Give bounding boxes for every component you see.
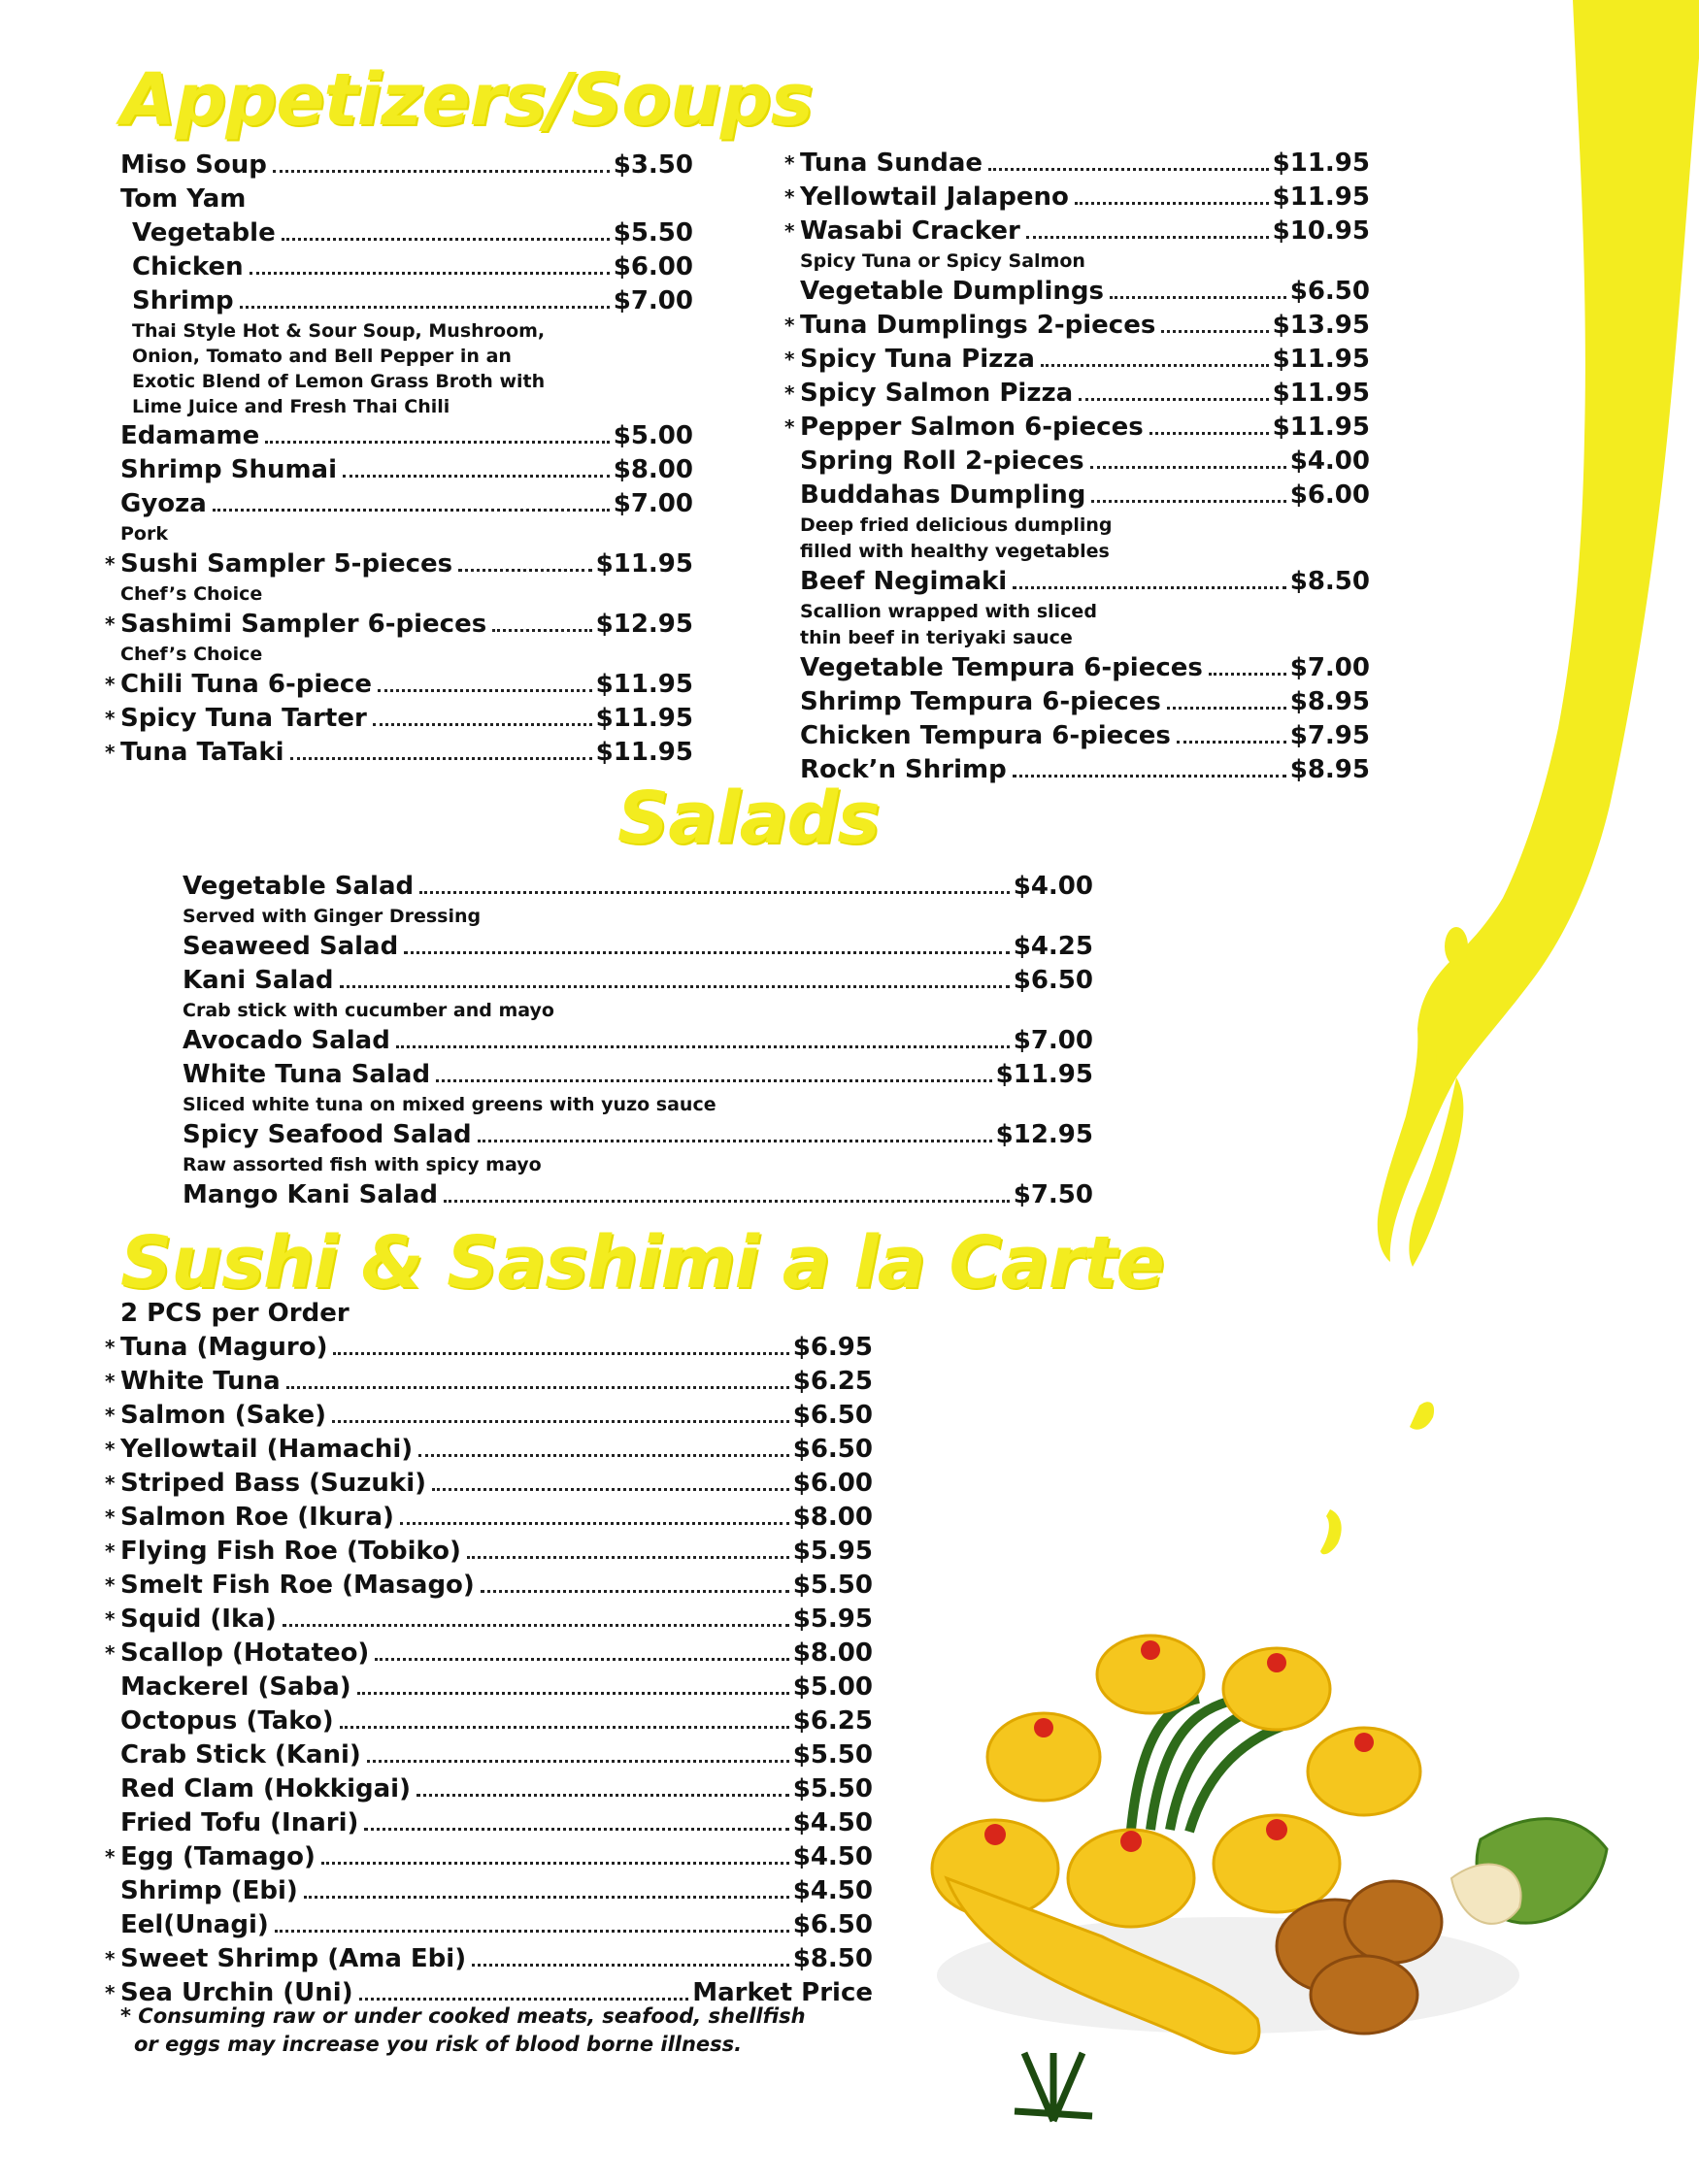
raw-item-asterisk: *: [105, 1539, 116, 1563]
dot-leader: [1026, 236, 1269, 239]
item-name: Tuna Sundae: [800, 149, 983, 178]
item-price: $11.95: [595, 704, 693, 733]
dot-leader: [373, 723, 592, 726]
dot-leader: [283, 1624, 789, 1627]
item-name: Tom Yam: [120, 184, 247, 214]
item-price: $11.95: [1272, 149, 1370, 178]
dot-leader: [1075, 202, 1269, 205]
dot-leader: [1013, 586, 1286, 589]
menu-item-octopus-tako: [120, 1704, 873, 1738]
dot-leader: [304, 1896, 789, 1899]
item-name: Octopus (Tako): [120, 1706, 334, 1736]
dot-leader: [481, 1590, 789, 1593]
item-price: $5.50: [792, 1571, 873, 1600]
item-price: $8.00: [613, 455, 693, 484]
item-price: $12.95: [995, 1120, 1093, 1149]
item-name: Striped Bass (Suzuki): [120, 1469, 427, 1498]
raw-item-asterisk: *: [784, 219, 795, 243]
raw-item-asterisk: *: [784, 314, 795, 337]
menu-item-squid-ika: [105, 1603, 873, 1637]
sushi-sashimi-list: [105, 1297, 873, 2010]
item-price: $6.25: [792, 1367, 873, 1396]
item-price: $4.00: [1013, 872, 1093, 901]
item-price: $8.50: [792, 1944, 873, 1973]
item-description: Chef’s Choice: [120, 644, 263, 665]
item-description: Pork: [120, 523, 168, 545]
item-price: $4.00: [1289, 447, 1370, 476]
item-name: Rock’n Shrimp: [800, 755, 1007, 784]
menu-item-fried-tofu-inari: [120, 1806, 873, 1840]
dot-leader: [1041, 364, 1269, 367]
item-description: Exotic Blend of Lemon Grass Broth with: [132, 371, 546, 392]
item-name: Spring Roll 2-pieces: [800, 447, 1084, 476]
item-name: Crab Stick (Kani): [120, 1740, 361, 1770]
dot-leader: [250, 272, 610, 275]
item-price: $8.00: [792, 1503, 873, 1532]
sushi-rolls-photo: [908, 1587, 1646, 2131]
item-name: Yellowtail (Hamachi): [120, 1435, 414, 1464]
menu-item-white-tuna: [105, 1365, 873, 1399]
item-price: $6.50: [1289, 277, 1370, 306]
menu-item-sashimi-sampler-6-pieces: [105, 608, 693, 642]
item-name: Red Clam (Hokkigai): [120, 1774, 411, 1803]
raw-item-asterisk: *: [105, 1947, 116, 1970]
dot-leader: [444, 1200, 1010, 1203]
item-name: Chili Tuna 6-piece: [120, 670, 372, 699]
menu-item-spicy-tuna-tarter: [105, 702, 693, 736]
item-name: Vegetable Tempura 6-pieces: [800, 653, 1203, 682]
menu-item-eel-unagi: [120, 1908, 873, 1942]
dot-leader: [290, 757, 592, 760]
item-price: $7.00: [1289, 653, 1370, 682]
item-description: Crab stick with cucumber and mayo: [183, 1000, 554, 1021]
menu-item-smelt-fish-roe-masago: [105, 1569, 873, 1603]
menu-item-sweet-shrimp-ama-ebi: [105, 1942, 873, 1976]
dot-leader: [418, 1454, 789, 1457]
item-price: $11.95: [595, 549, 693, 579]
raw-item-asterisk: *: [105, 1336, 116, 1359]
item-price: $7.50: [1013, 1180, 1093, 1209]
item-price: $5.50: [792, 1740, 873, 1770]
menu-item-yellowtail-jalapeno: [784, 181, 1370, 215]
appetizers-left-column: [105, 149, 693, 770]
dot-leader: [432, 1488, 789, 1491]
menu-item-kani-salad: [183, 964, 1093, 998]
menu-item-shrimp-tempura-6-pieces: [800, 685, 1370, 719]
menu-item-shrimp-ebi: [120, 1874, 873, 1908]
item-name: Fried Tofu (Inari): [120, 1808, 359, 1837]
dot-leader: [1110, 296, 1286, 299]
item-name: Egg (Tamago): [120, 1842, 316, 1871]
item-name: Edamame: [120, 421, 260, 450]
item-name: Spicy Seafood Salad: [183, 1120, 472, 1149]
item-name: Tuna TaTaki: [120, 738, 284, 767]
raw-item-asterisk: *: [105, 1472, 116, 1495]
item-name: Smelt Fish Roe (Masago): [120, 1571, 475, 1600]
dot-leader: [367, 1760, 789, 1763]
item-price: $5.95: [792, 1537, 873, 1566]
dot-leader: [458, 569, 592, 572]
item-name: Shrimp: [132, 286, 234, 315]
item-name: Pepper Salmon 6-pieces: [800, 413, 1144, 442]
menu-item-tuna-tataki: [105, 736, 693, 770]
dot-leader: [340, 985, 1010, 988]
item-name: Squid (Ika): [120, 1605, 277, 1634]
dot-leader: [343, 475, 610, 478]
item-description: Scallion wrapped with sliced: [800, 601, 1097, 622]
item-description: Raw assorted fish with spicy mayo: [183, 1154, 542, 1175]
item-description: Chef’s Choice: [120, 583, 263, 605]
item-price: $11.95: [595, 738, 693, 767]
item-name: Salmon Roe (Ikura): [120, 1503, 394, 1532]
dot-leader: [378, 689, 592, 692]
menu-item-tuna-dumplings-2-pieces: [784, 309, 1370, 343]
dot-leader: [467, 1556, 789, 1559]
dot-leader: [1149, 432, 1269, 435]
menu-subheading: [120, 182, 693, 216]
menu-item-wasabi-cracker: [784, 215, 1370, 248]
item-price: $7.00: [613, 489, 693, 518]
item-price: $10.95: [1272, 216, 1370, 246]
item-price: $7.00: [613, 286, 693, 315]
item-name: Tuna Dumplings 2-pieces: [800, 311, 1156, 340]
item-description: Served with Ginger Dressing: [183, 906, 482, 927]
item-price: $4.50: [792, 1876, 873, 1905]
raw-item-asterisk: *: [105, 1607, 116, 1631]
raw-item-asterisk: *: [105, 673, 116, 696]
item-price: $11.95: [1272, 379, 1370, 408]
menu-item-salmon-sake: [105, 1399, 873, 1433]
item-name: Avocado Salad: [183, 1026, 390, 1055]
item-price: $11.95: [595, 670, 693, 699]
appetizers-right-column: [784, 147, 1370, 787]
salads-title: Salads: [617, 777, 880, 860]
item-name: Shrimp Shumai: [120, 455, 338, 484]
menu-item-mango-kani-salad: [183, 1178, 1093, 1212]
item-price: $6.00: [613, 252, 693, 281]
item-name: Flying Fish Roe (Tobiko): [120, 1537, 461, 1566]
item-description: Spicy Tuna or Spicy Salmon: [800, 250, 1085, 272]
item-price: $4.50: [792, 1842, 873, 1871]
item-price: $6.95: [792, 1333, 873, 1362]
item-price: $4.25: [1013, 932, 1093, 961]
menu-item-spicy-seafood-salad: [183, 1118, 1093, 1152]
raw-item-asterisk: *: [105, 741, 116, 764]
item-price: $8.50: [1289, 567, 1370, 596]
item-name: Gyoza: [120, 489, 207, 518]
item-price: $6.50: [792, 1401, 873, 1430]
sushi-sashimi-title: Sushi & Sashimi a la Carte: [120, 1221, 1164, 1305]
dot-leader: [1013, 775, 1286, 778]
item-price: $5.00: [792, 1672, 873, 1702]
item-name: Seaweed Salad: [183, 932, 399, 961]
item-description: Lime Juice and Fresh Thai Chili: [132, 396, 450, 417]
menu-item-shrimp: [120, 284, 693, 318]
dot-leader: [357, 1692, 789, 1695]
item-price: $6.50: [1013, 966, 1093, 995]
raw-food-disclaimer: [120, 2002, 806, 2059]
item-name: Miso Soup: [120, 150, 267, 180]
dot-leader: [321, 1862, 789, 1865]
menu-item-avocado-salad: [183, 1024, 1093, 1058]
menu-item-crab-stick-kani: [120, 1738, 873, 1772]
item-description: filled with healthy vegetables: [800, 541, 1110, 562]
raw-item-asterisk: *: [784, 381, 795, 405]
item-name: Vegetable Salad: [183, 872, 415, 901]
dot-leader: [375, 1658, 788, 1661]
menu-item-striped-bass-suzuki: [105, 1467, 873, 1501]
item-name: Yellowtail Jalapeno: [800, 182, 1069, 212]
menu-item-edamame: [120, 419, 693, 453]
dot-leader: [286, 1386, 789, 1389]
raw-item-asterisk: *: [105, 707, 116, 730]
dot-leader: [1209, 673, 1286, 676]
menu-item-beef-negimaki: [800, 565, 1370, 599]
menu-item-chili-tuna-6-piece: [105, 668, 693, 702]
item-name: Sea Urchin (Uni): [120, 1978, 353, 2007]
menu-item-spicy-tuna-pizza: [784, 343, 1370, 377]
item-name: Beef Negimaki: [800, 567, 1008, 596]
menu-item-chicken-tempura-6-pieces: [800, 719, 1370, 753]
raw-item-asterisk: *: [105, 552, 116, 576]
menu-item-spring-roll-2-pieces: [800, 445, 1370, 479]
item-name: Sashimi Sampler 6-pieces: [120, 610, 487, 639]
dot-leader: [275, 1930, 789, 1933]
item-name: Wasabi Cracker: [800, 216, 1020, 246]
item-name: Buddahas Dumpling: [800, 480, 1086, 510]
dot-leader: [340, 1726, 789, 1729]
item-price: $6.25: [792, 1706, 873, 1736]
item-price: $13.95: [1272, 311, 1370, 340]
raw-item-asterisk: *: [105, 1370, 116, 1393]
item-name: Spicy Salmon Pizza: [800, 379, 1074, 408]
raw-item-asterisk: *: [105, 612, 116, 636]
salads-list: [183, 870, 1093, 1212]
item-price: $7.95: [1289, 721, 1370, 750]
raw-item-asterisk: *: [105, 1506, 116, 1529]
menu-item-vegetable-tempura-6-pieces: [800, 651, 1370, 685]
item-price: $5.00: [613, 421, 693, 450]
item-description: thin beef in teriyaki sauce: [800, 627, 1073, 648]
item-price: $8.95: [1289, 687, 1370, 716]
dot-leader: [400, 1522, 789, 1525]
dot-leader: [359, 1998, 689, 2001]
item-price: $6.50: [792, 1435, 873, 1464]
dot-leader: [1177, 741, 1286, 744]
menu-item-gyoza: [120, 487, 693, 521]
item-name: White Tuna: [120, 1367, 281, 1396]
raw-item-asterisk: *: [784, 415, 795, 439]
dot-leader: [332, 1420, 789, 1423]
item-name: Chicken Tempura 6-pieces: [800, 721, 1171, 750]
dot-leader: [282, 238, 610, 241]
item-name: Vegetable: [132, 218, 276, 248]
item-name: Mackerel (Saba): [120, 1672, 351, 1702]
item-price: $7.00: [1013, 1026, 1093, 1055]
menu-item-vegetable: [120, 216, 693, 250]
item-price: $11.95: [1272, 182, 1370, 212]
item-name: Tuna (Maguro): [120, 1333, 328, 1362]
dot-leader: [988, 168, 1269, 171]
item-price: $3.50: [613, 150, 693, 180]
menu-item-scallop-hotateo: [105, 1637, 873, 1671]
menu-item-salmon-roe-ikura: [105, 1501, 873, 1535]
menu-item-buddahas-dumpling: [800, 479, 1370, 513]
menu-item-mackerel-saba: [120, 1671, 873, 1704]
raw-item-asterisk: *: [784, 185, 795, 209]
menu-item-tuna-sundae: [784, 147, 1370, 181]
menu-item-vegetable-salad: [183, 870, 1093, 904]
dot-leader: [492, 629, 591, 632]
raw-item-asterisk: *: [105, 1981, 116, 2004]
item-price: $6.00: [1289, 480, 1370, 510]
menu-item-spicy-salmon-pizza: [784, 377, 1370, 411]
item-price: $6.50: [792, 1910, 873, 1939]
dot-leader: [419, 891, 1010, 894]
dot-leader: [478, 1140, 992, 1142]
dot-leader: [1091, 500, 1285, 503]
menu-item-pepper-salmon-6-pieces: [784, 411, 1370, 445]
menu-item-chicken: [120, 250, 693, 284]
item-name: Shrimp Tempura 6-pieces: [800, 687, 1161, 716]
item-price: $8.95: [1289, 755, 1370, 784]
item-name: Spicy Tuna Pizza: [800, 345, 1035, 374]
item-description: Thai Style Hot & Sour Soup, Mushroom,: [132, 320, 546, 342]
item-description: Deep fried delicious dumpling: [800, 514, 1113, 536]
raw-item-asterisk: *: [105, 1404, 116, 1427]
item-name: Sweet Shrimp (Ama Ebi): [120, 1944, 467, 1973]
dot-leader: [404, 951, 1010, 954]
item-name: Vegetable Dumplings: [800, 277, 1104, 306]
dot-leader: [240, 306, 610, 309]
item-price: $11.95: [1272, 413, 1370, 442]
item-description: Sliced white tuna on mixed greens with yuzo sauce: [183, 1094, 716, 1115]
menu-item-flying-fish-roe-tobiko: [105, 1535, 873, 1569]
menu-item-tuna-maguro: [105, 1331, 873, 1365]
raw-item-asterisk: *: [784, 151, 795, 175]
item-price: $4.50: [792, 1808, 873, 1837]
item-name: White Tuna Salad: [183, 1060, 431, 1089]
item-price: $5.95: [792, 1605, 873, 1634]
raw-item-asterisk: *: [105, 1845, 116, 1869]
item-name: Shrimp (Ebi): [120, 1876, 298, 1905]
item-name: 2 PCS per Order: [120, 1299, 350, 1328]
item-price: $5.50: [613, 218, 693, 248]
item-price: $11.95: [1272, 345, 1370, 374]
dot-leader: [1161, 330, 1268, 333]
item-name: Chicken: [132, 252, 244, 281]
item-name: Mango Kani Salad: [183, 1180, 438, 1209]
menu-subheading: [120, 1297, 873, 1331]
raw-item-asterisk: *: [105, 1641, 116, 1665]
menu-item-red-clam-hokkigai: [120, 1772, 873, 1806]
raw-item-asterisk: *: [784, 347, 795, 371]
raw-item-asterisk: *: [105, 1573, 116, 1597]
disclaimer-line-2: or eggs may increase you risk of blood borne illness.: [134, 2033, 743, 2056]
item-name: Kani Salad: [183, 966, 334, 995]
menu-item-yellowtail-hamachi: [105, 1433, 873, 1467]
dot-leader: [1079, 398, 1269, 401]
dot-leader: [436, 1079, 992, 1082]
dot-leader: [416, 1794, 789, 1797]
menu-item-miso-soup: [120, 149, 693, 182]
item-description: Onion, Tomato and Bell Pepper in an: [132, 346, 512, 367]
raw-item-asterisk: *: [105, 1438, 116, 1461]
dot-leader: [364, 1828, 788, 1831]
menu-item-shrimp-shumai: [120, 453, 693, 487]
item-name: Spicy Tuna Tarter: [120, 704, 367, 733]
dot-leader: [1090, 466, 1286, 469]
item-price: $8.00: [792, 1638, 873, 1668]
item-price: $11.95: [995, 1060, 1093, 1089]
disclaimer-line-1: * Consuming raw or under cooked meats, seafood, shellfish: [120, 2004, 806, 2028]
dot-leader: [396, 1045, 1010, 1048]
item-name: Sushi Sampler 5-pieces: [120, 549, 453, 579]
item-price: $5.50: [792, 1774, 873, 1803]
item-price: $12.95: [595, 610, 693, 639]
dot-leader: [472, 1964, 789, 1967]
dot-leader: [333, 1352, 788, 1355]
appetizers-title: Appetizers/Soups: [120, 58, 813, 142]
menu-item-vegetable-dumplings: [800, 275, 1370, 309]
item-price: Market Price: [692, 1978, 873, 2007]
menu-item-white-tuna-salad: [183, 1058, 1093, 1092]
menu-item-sushi-sampler-5-pieces: [105, 547, 693, 581]
dot-leader: [273, 170, 610, 173]
dot-leader: [1167, 707, 1286, 710]
menu-item-seaweed-salad: [183, 930, 1093, 964]
dot-leader: [265, 441, 609, 444]
item-price: $6.00: [792, 1469, 873, 1498]
dot-leader: [213, 509, 610, 512]
item-name: Eel(Unagi): [120, 1910, 269, 1939]
item-name: Salmon (Sake): [120, 1401, 326, 1430]
menu-item-rock-n-shrimp: [800, 753, 1370, 787]
item-name: Scallop (Hotateo): [120, 1638, 370, 1668]
menu-item-egg-tamago: [105, 1840, 873, 1874]
